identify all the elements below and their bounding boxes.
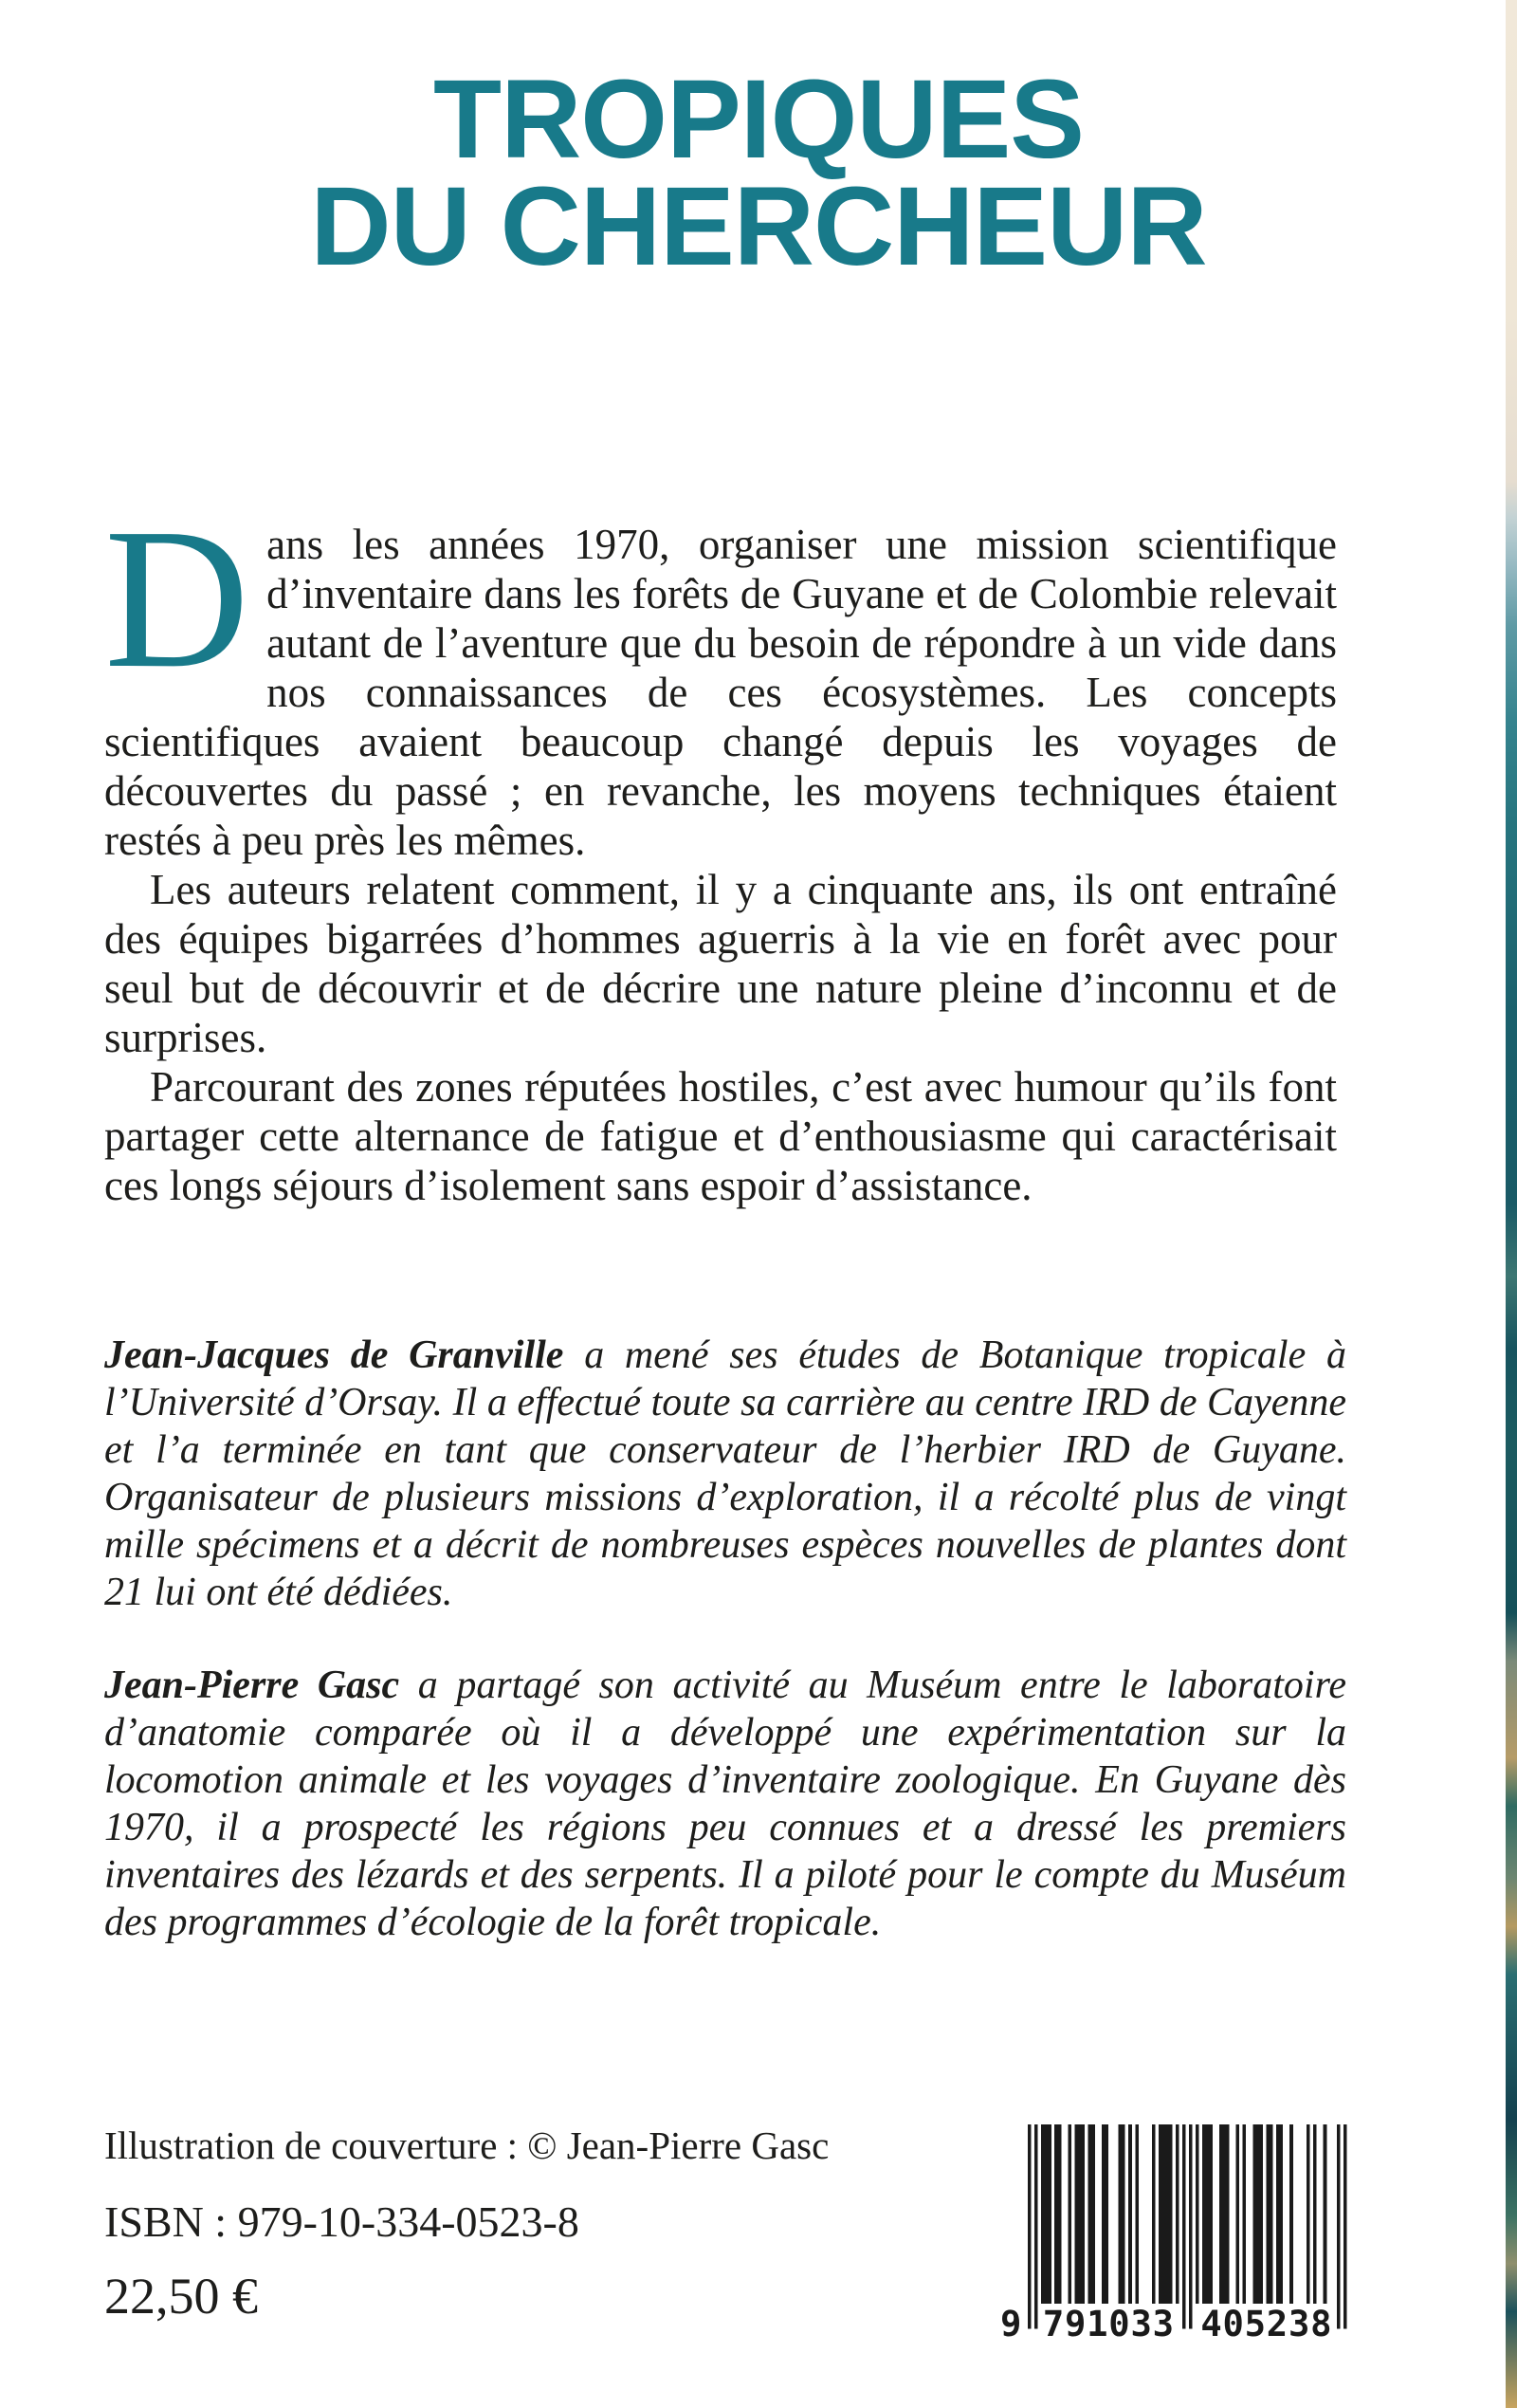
bio-granville-name: Jean-Jacques de Granville — [104, 1333, 564, 1377]
synopsis-paragraph-3: Parcourant des zones réputées hostiles, c’est avec humour qu’ils font partager cette alternance de fatigue et d’enthousiasme qui caractérisait ces longs séjours d’isolement sans espoir d’assistance. — [104, 1063, 1337, 1209]
synopsis-paragraph-1 — [104, 487, 1337, 865]
drop-cap: D — [104, 487, 250, 709]
author-bios — [104, 1332, 1346, 1946]
svg-text:9: 9 — [999, 2304, 1022, 2339]
cover-edge-strip — [1506, 0, 1517, 2408]
bio-granville-text: a mené ses études de Botanique tropicale à l’Université d’Orsay. Il a effectué toute sa carrière au centre IRD de Cayenne et l’a terminée en tant que conservateur de l’herbier IRD de Guyane. Organisateur de plusieurs missions d’exploration, il a récolté plus de vingt mille spécimens et a décrit de nombreuses espèces nouvelles de plantes dont 21 lui ont été dédiées. — [104, 1333, 1346, 1614]
synopsis — [104, 487, 1337, 1210]
book-title — [0, 0, 1517, 289]
bio-granville — [104, 1332, 1346, 1616]
book-title-line1: TROPIQUES — [433, 57, 1084, 182]
bio-gasc — [104, 1662, 1346, 1946]
barcode-svg — [997, 2124, 1350, 2339]
bio-gasc-text: a partagé son activité au Muséum entre le laboratoire d’anatomie comparée où il a développé une expérimentation sur la locomotion animale et les voyages d’inventaire zoologique. En Guyane dès 1970, il a prospecté les régions peu connues et a dressé les premiers inventaires des lézards et des serpents. Il a piloté pour le compte du Muséum des programmes d’écologie de la forêt tropicale. — [104, 1664, 1347, 1944]
book-title-line2: DU CHERCHEUR — [310, 164, 1207, 289]
svg-text:405238: 405238 — [1200, 2304, 1332, 2339]
bio-gasc-name: Jean-Pierre Gasc — [104, 1664, 400, 1707]
svg-text:791033: 791033 — [1042, 2304, 1174, 2339]
synopsis-paragraph-2: Les auteurs relatent comment, il y a cinquante ans, ils ont entraîné des équipes bigarrées d’hommes aguerris à la vie en forêt avec pour seul but de découvrir et de décrire une nature pleine d’inconnu et de surprises. — [104, 866, 1337, 1061]
price: 22,50 € — [104, 2268, 258, 2325]
synopsis-paragraph-1-text: ans les années 1970, organiser une mission scientifique d’inventaire dans les forêts de Guyane et de Colombie relevait autant de l’aventure que du besoin de répondre à un vide dans nos connaissances de ces écosystèmes. Les concepts scientifiques avaient beaucoup changé depuis les voyages de découvertes du passé ; en revanche, les moyens techniques étaient restés à peu près les mêmes. — [104, 521, 1337, 864]
isbn-number: ISBN : 979-10-334-0523-8 — [104, 2197, 579, 2246]
ean13-barcode — [997, 2124, 1350, 2339]
cover-illustration-credit: Illustration de couverture : © Jean-Pierre Gasc — [104, 2123, 830, 2167]
